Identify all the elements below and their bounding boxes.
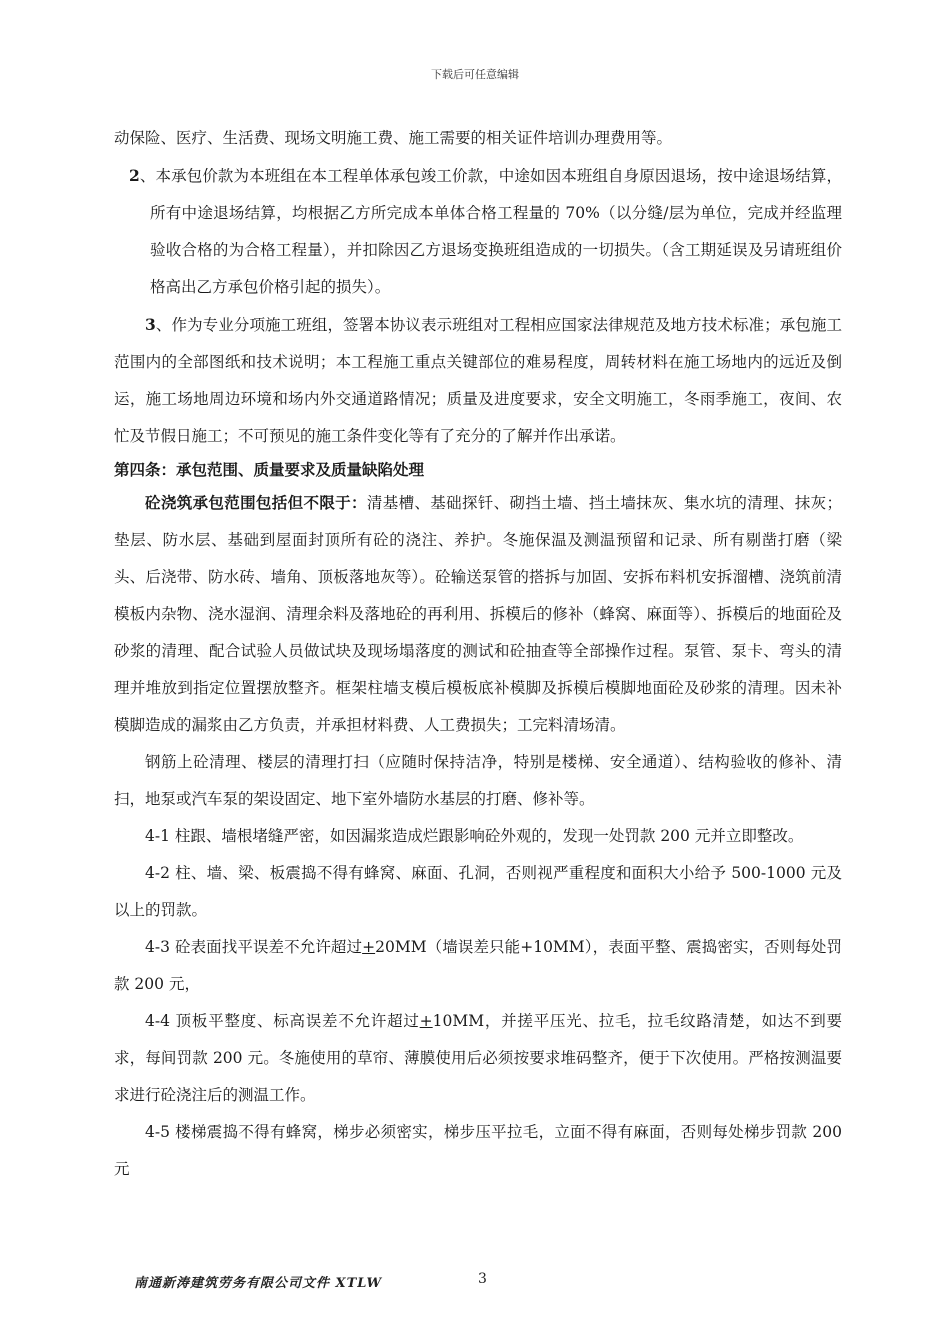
header-note: 下载后可任意编辑 bbox=[431, 68, 519, 81]
rule-4-4-text-a: 4-4 顶板平整度、标高误差不允许超过 bbox=[145, 1012, 420, 1030]
rule-4-1: 4-1 柱跟、墙根堵缝严密，如因漏浆造成烂跟影响砼外观的，发现一处罚款 200 元并立即整改。 bbox=[145, 827, 804, 845]
page-number: 3 bbox=[478, 1271, 487, 1287]
article-4-heading: 第四条：承包范围、质量要求及质量缺陷处理 bbox=[114, 460, 425, 479]
clause-3-number: 3 bbox=[145, 315, 156, 334]
rule-4-4 bbox=[114, 1003, 842, 1114]
rule-4-4-text-b: 10MM，并搓平压光、拉毛，拉毛纹路清楚，如达不到要求，每间罚款 200 元。冬施使用的草帘、薄膜使用后必须按要求堆码整齐，便于下次使用。严格按测温要求进行砼浇注后的测温工作。 bbox=[114, 1012, 843, 1104]
concrete-scope-text: 清基槽、基础探钎、砌挡土墙、挡土墙抹灰、集水坑的清理、抹灰；垫层、防水层、基础到屋面封顶所有砼的浇注、养护。冬施保温及测温预留和记录、所有剔凿打磨（梁头、后浇带、防水砖、墙角、顶板落地灰等）。砼输送泵管的搭拆与加固、安拆布料机安拆溜槽、浇筑前清模板内杂物、浇水湿润、清理余料及落地砼的再利用、拆模后的修补（蜂窝、麻面等）、拆模后的地面砼及砂浆的清理、配合试验人员做试块及现场塌落度的测试和砼抽查等全部操作过程。泵管、泵卡、弯头的清理并堆放到指定位置摆放整齐。框架柱墙支模后模板底补模脚及拆模后模脚地面砼及砂浆的清理。因未补模脚造成的漏浆由乙方负责，并承担材料费、人工费损失；工完料清场清。 bbox=[114, 494, 842, 734]
concrete-scope-label: 砼浇筑承包范围包括但不限于： bbox=[145, 493, 367, 512]
clause-2-text: 、本承包价款为本班组在本工程单体承包竣工价款，中途如因本班组自身原因退场，按中途退场结算，所有中途退场结算，均根据乙方所完成本单体合格工程量的 70%（以分缝/层为单位，完成并经监理验收合格的为合格工程量），并扣除因乙方退场变换班组造成的一切损失。（含工期延误及另请班组价格高出乙方承包价格引起的损失）。 bbox=[139, 167, 842, 296]
clause-2-number: 2 bbox=[129, 166, 140, 185]
rule-4-3 bbox=[114, 929, 842, 1003]
clause-3-text: 、作为专业分项施工班组，签署本协议表示班组对工程相应国家法律规范及地方技术标准；承包施工范围内的全部图纸和技术说明；本工程施工重点关键部位的难易程度，周转材料在施工场地内的远近及倒运，施工场地周边环境和场内外交通道路情况；质量及进度要求，安全文明施工，冬雨季施工，夜间、农忙及节假日施工；不可预见的施工条件变化等有了充分的了解并作出承诺。 bbox=[114, 316, 842, 445]
rule-4-3-text-b: 20MM（墙误差只能+10MM），表面平整、震捣密实，否则每处罚款 200 元， bbox=[114, 938, 843, 993]
paragraph-insurance-fees: 动保险、医疗、生活费、现场文明施工费、施工需要的相关证件培训办理费用等。 bbox=[114, 129, 673, 147]
clause-2 bbox=[114, 157, 842, 306]
rule-4-2: 4-2 柱、墙、梁、板震捣不得有蜂窝、麻面、孔洞，否则视严重程度和面积大小给予 500-1000 元及以上的罚款。 bbox=[114, 864, 842, 919]
clause-3 bbox=[114, 306, 842, 455]
footer-company: 南通新涛建筑劳务有限公司文件 XTLW bbox=[134, 1276, 383, 1291]
rebar-cleanup-paragraph: 钢筋上砼清理、楼层的清理打扫（应随时保持洁净，特别是楼梯、安全通道）、结构验收的修补、清扫，地泵或汽车泵的架设固定、地下室外墙防水基层的打磨、修补等。 bbox=[114, 753, 842, 808]
document-body bbox=[114, 120, 842, 1188]
rule-4-3-text-a: 4-3 砼表面找平误差不允许超过 bbox=[145, 938, 363, 956]
rule-4-4-plusminus: + bbox=[419, 1012, 433, 1030]
rule-4-5: 4-5 楼梯震捣不得有蜂窝，梯步必须密实，梯步压平拉毛，立面不得有麻面，否则每处梯步罚款 200 元 bbox=[114, 1123, 842, 1178]
concrete-scope-paragraph bbox=[114, 484, 842, 744]
rule-4-3-plusminus: + bbox=[362, 938, 376, 956]
